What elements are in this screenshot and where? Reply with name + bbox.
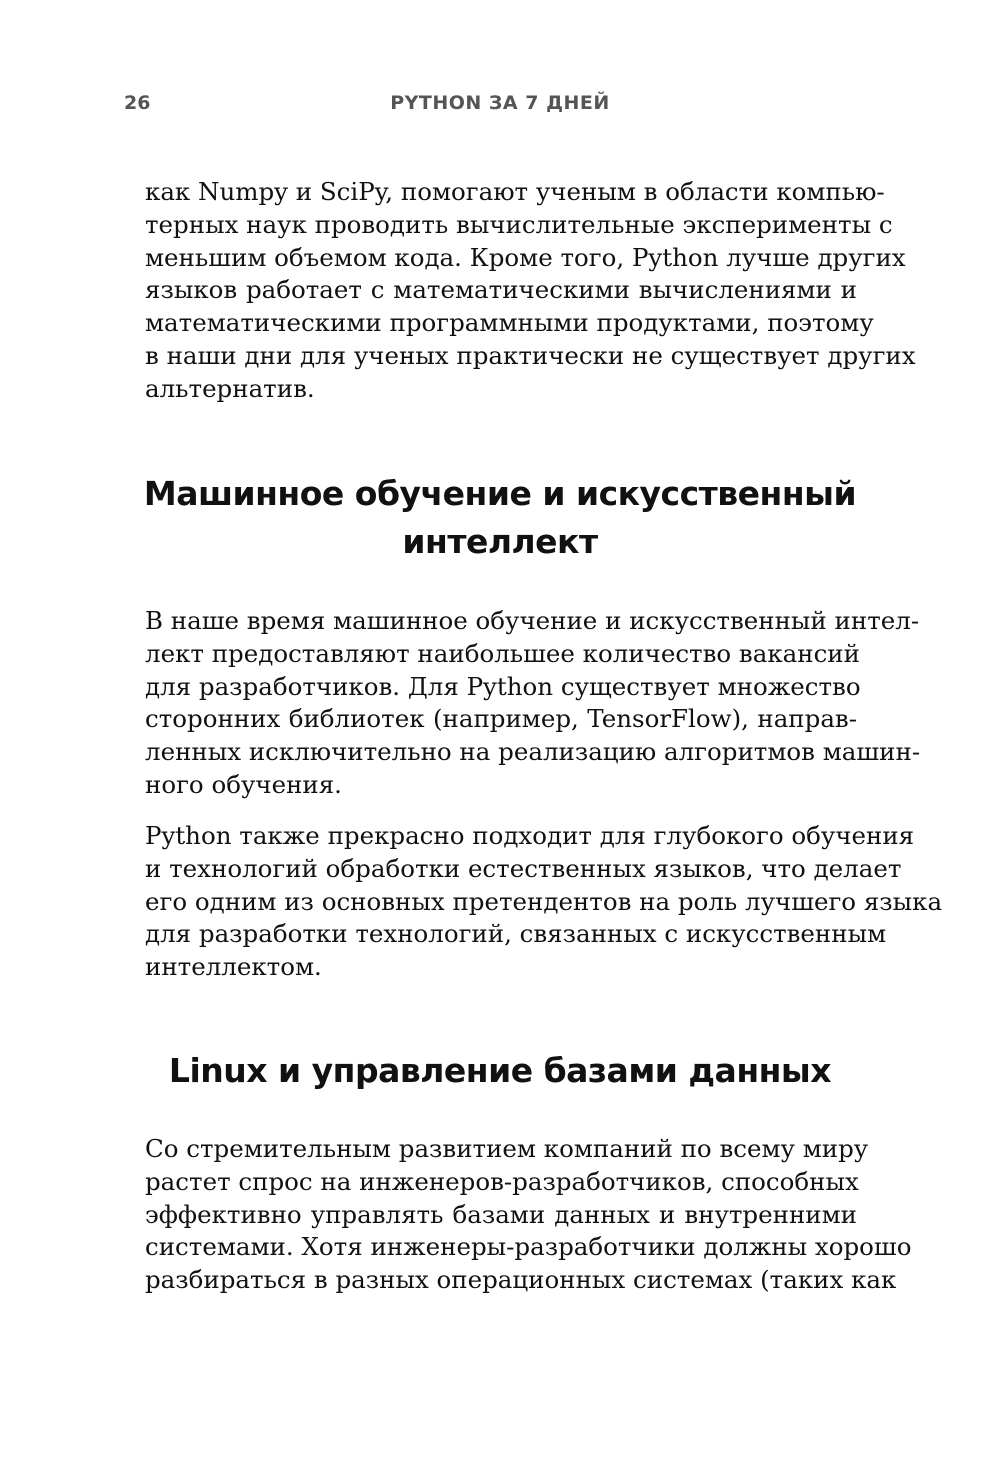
running-title: PYTHON ЗА 7 ДНЕЙ [390,92,610,114]
text-line: ленных исключительно на реализацию алгоритмов машин- [145,737,921,767]
text-line: для разработки технологий, связанных с искусственным [145,919,887,949]
text-line: в наши дни для ученых практически не существует других [145,340,916,370]
text-line: его одним из основных претендентов на роль лучшего языка [145,886,943,916]
text-line: как Numpy и SciPy, помогают ученым в области компью- [145,177,885,206]
text-line: Python также прекрасно подходит для глубокого обучения [145,821,915,850]
heading-line: интеллект [402,522,598,561]
paragraph-deep-learning [145,820,943,984]
paragraph-scientific-computing [145,176,916,406]
paragraph-linux-demand [145,1133,912,1297]
text-line: альтернатив. [145,373,315,403]
text-line: интеллектом. [145,952,322,982]
text-line: В наше время машинное обучение и искусственный интел- [145,606,920,635]
text-line: меньшим объемом кода. Кроме того, Python лучше других [145,242,906,272]
section-heading-machine-learning [0,470,1000,566]
text-line: для разработчиков. Для Python существует множество [145,671,861,701]
heading-line: Машинное обучение и искусственный [143,474,857,513]
text-line: языков работает с математическими вычислениями и [145,275,857,305]
text-line: Со стремительным развитием компаний по всему миру [145,1134,869,1163]
text-line: лект предоставляют наибольшее количество вакансий [145,638,860,668]
text-line: растет спрос на инженеров-разработчиков, способных [145,1166,859,1196]
page-number: 26 [124,92,151,114]
text-line: математическими программными продуктами, поэтому [145,308,874,338]
text-line: системами. Хотя инженеры-разработчики должны хорошо [145,1232,912,1262]
section-heading-linux-databases [0,1047,1000,1095]
text-line: терных наук проводить вычислительные эксперименты с [145,209,893,239]
paragraph-ml-vacancies [145,605,921,802]
text-line: ного обучения. [145,769,342,799]
text-line: сторонних библиотек (например, TensorFlow), направ- [145,704,857,734]
text-line: эффективно управлять базами данных и внутренними [145,1199,857,1229]
heading-line: Linux и управление базами данных [168,1051,832,1090]
text-line: разбираться в разных операционных системах (таких как [145,1265,897,1295]
text-line: и технологий обработки естественных языков, что делает [145,853,902,883]
